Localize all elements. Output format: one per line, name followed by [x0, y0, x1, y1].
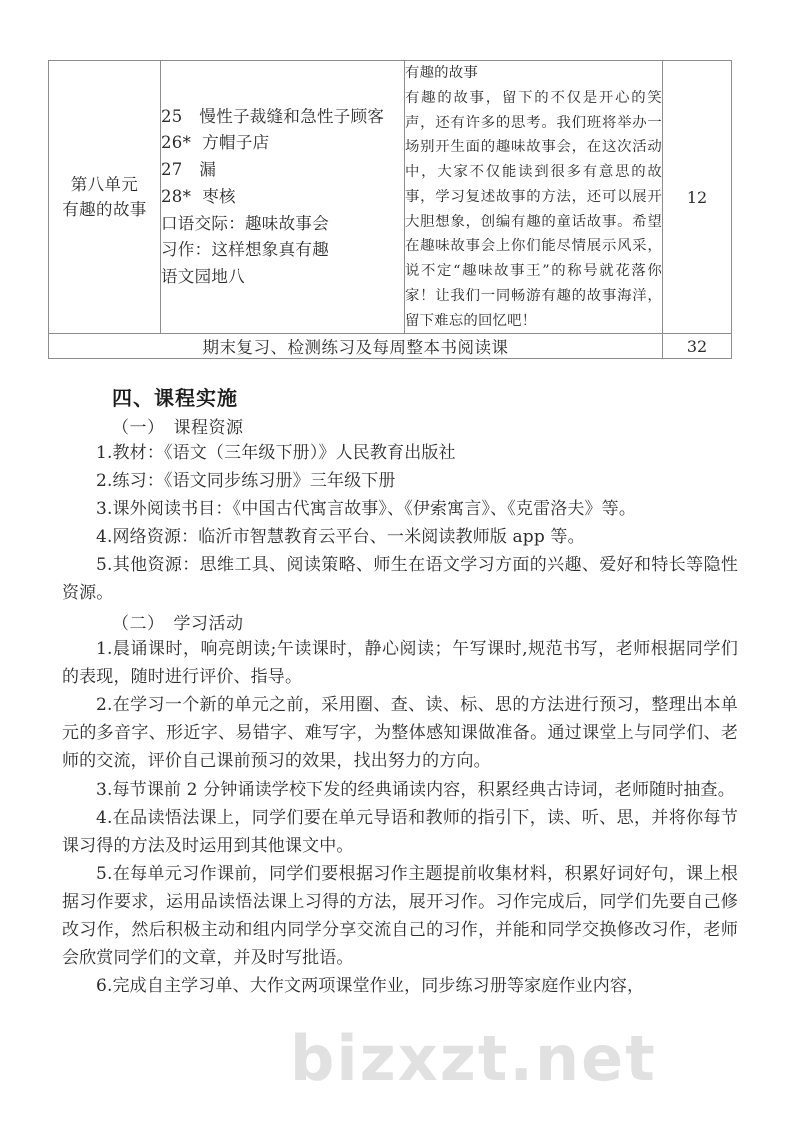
description-heading: 有趣的故事 — [405, 65, 478, 81]
unit-line-1: 第八单元 — [70, 174, 139, 194]
activity-item-3: 3.每节课前 2 分钟诵读学校下发的经典诵读内容，积累经典古诗词，老师随时抽查。 — [96, 779, 735, 800]
activity-item-5: 5.在每单元习作课前，同学们要根据习作主题提前收集材料，积累好词好句，课上根据习作要求，运用品读悟法课上习得的方法，展开习作。习作完成后，同学们先要自己修改习作，然后积极主动和组内同学分享交流自己的习作，并能和同学交换修改习作，老师会欣赏同学们的文章，并及时写批语。 — [62, 863, 738, 968]
table-row — [49, 334, 732, 359]
page-title: 四、课程实施 — [112, 386, 238, 410]
unit-name-cell — [49, 61, 161, 334]
curriculum-plan-table — [48, 60, 732, 359]
lesson-list-cell — [161, 61, 405, 334]
resource-item-3: 3.课外阅读书目：《中国古代寓言故事》、《伊索寓言》、《克雷洛夫》等。 — [96, 499, 636, 520]
final-review-label: 期末复习、检测练习及每周整本书阅读课 — [49, 334, 663, 359]
activity-item-4: 4.在品读悟法课上，同学们要在单元导语和教师的指引下，读、听、思，并将你每节课习得的方法及时运用到其他课文中。 — [62, 807, 738, 856]
lesson-item-3: 27 漏 — [161, 160, 217, 180]
resource-item-2: 2.练习：《语文同步练习册》三年级下册 — [96, 471, 396, 492]
resource-item-4: 4.网络资源：临沂市智慧教育云平台、一米阅读教师版 app 等。 — [96, 527, 585, 548]
subsection-heading-one: （一） 课程资源 — [112, 418, 244, 438]
unit-hours-cell: 12 — [663, 61, 732, 334]
lesson-item-7: 语文园地八 — [161, 267, 245, 286]
lesson-item-4: 28* 枣核 — [161, 186, 236, 206]
resource-item-1: 1.教材：《语文（三年级下册）》人民教育出版社 — [96, 443, 456, 463]
lesson-item-6: 习作：这样想象真有趣 — [161, 240, 329, 260]
body-content — [62, 382, 738, 1000]
resource-item-5: 5.其他资源：思维工具、阅读策略、师生在语文学习方面的兴趣、爱好和特长等隐性资源。 — [62, 555, 738, 604]
subsection-heading-two: （二） 学习活动 — [112, 614, 244, 635]
final-review-hours: 32 — [663, 334, 732, 359]
description-body: 有趣的故事，留下的不仅是开心的笑声，还有许多的思考。我们班将举办一场别开生面的趣味故事会，在这次活动中，大家不仅能读到很多有意思的故事，学习复述故事的方法，还可以展开大胆想象，创编有趣的童话故事。希望在趣味故事会上你们能尽情展示风采，说不定“趣味故事王”的称号就花落你家！让我们一同畅游有趣的故事海洋，留下难忘的回忆吧！ — [405, 89, 662, 329]
lesson-item-1: 25 慢性子裁缝和急性子顾客 — [161, 106, 385, 126]
site-watermark: bizxzt.net — [290, 1022, 657, 1095]
activity-item-6: 6.完成自主学习单、大作文两项课堂作业，同步练习册等家庭作业内容， — [96, 975, 645, 996]
lesson-item-2: 26* 方帽子店 — [161, 133, 270, 153]
lesson-item-5: 口语交际：趣味故事会 — [161, 213, 329, 233]
unit-line-2: 有趣的故事 — [62, 200, 147, 220]
unit-description-cell — [405, 61, 663, 334]
activity-item-2: 2.在学习一个新的单元之前，采用圈、查、读、标、思的方法进行预习，整理出本单元的多音字、形近字、易错字、难写字，为整体感知课做准备。通过课堂上与同学们、老师的交流，评价自己课前预习的效果，找出努力的方向。 — [62, 695, 738, 772]
table-row — [49, 61, 732, 334]
activity-item-1: 1.晨诵课时，响亮朗读;午读课时，静心阅读；午写课时,规范书写，老师根据同学们的表现，随时进行评价、指导。 — [62, 639, 738, 688]
